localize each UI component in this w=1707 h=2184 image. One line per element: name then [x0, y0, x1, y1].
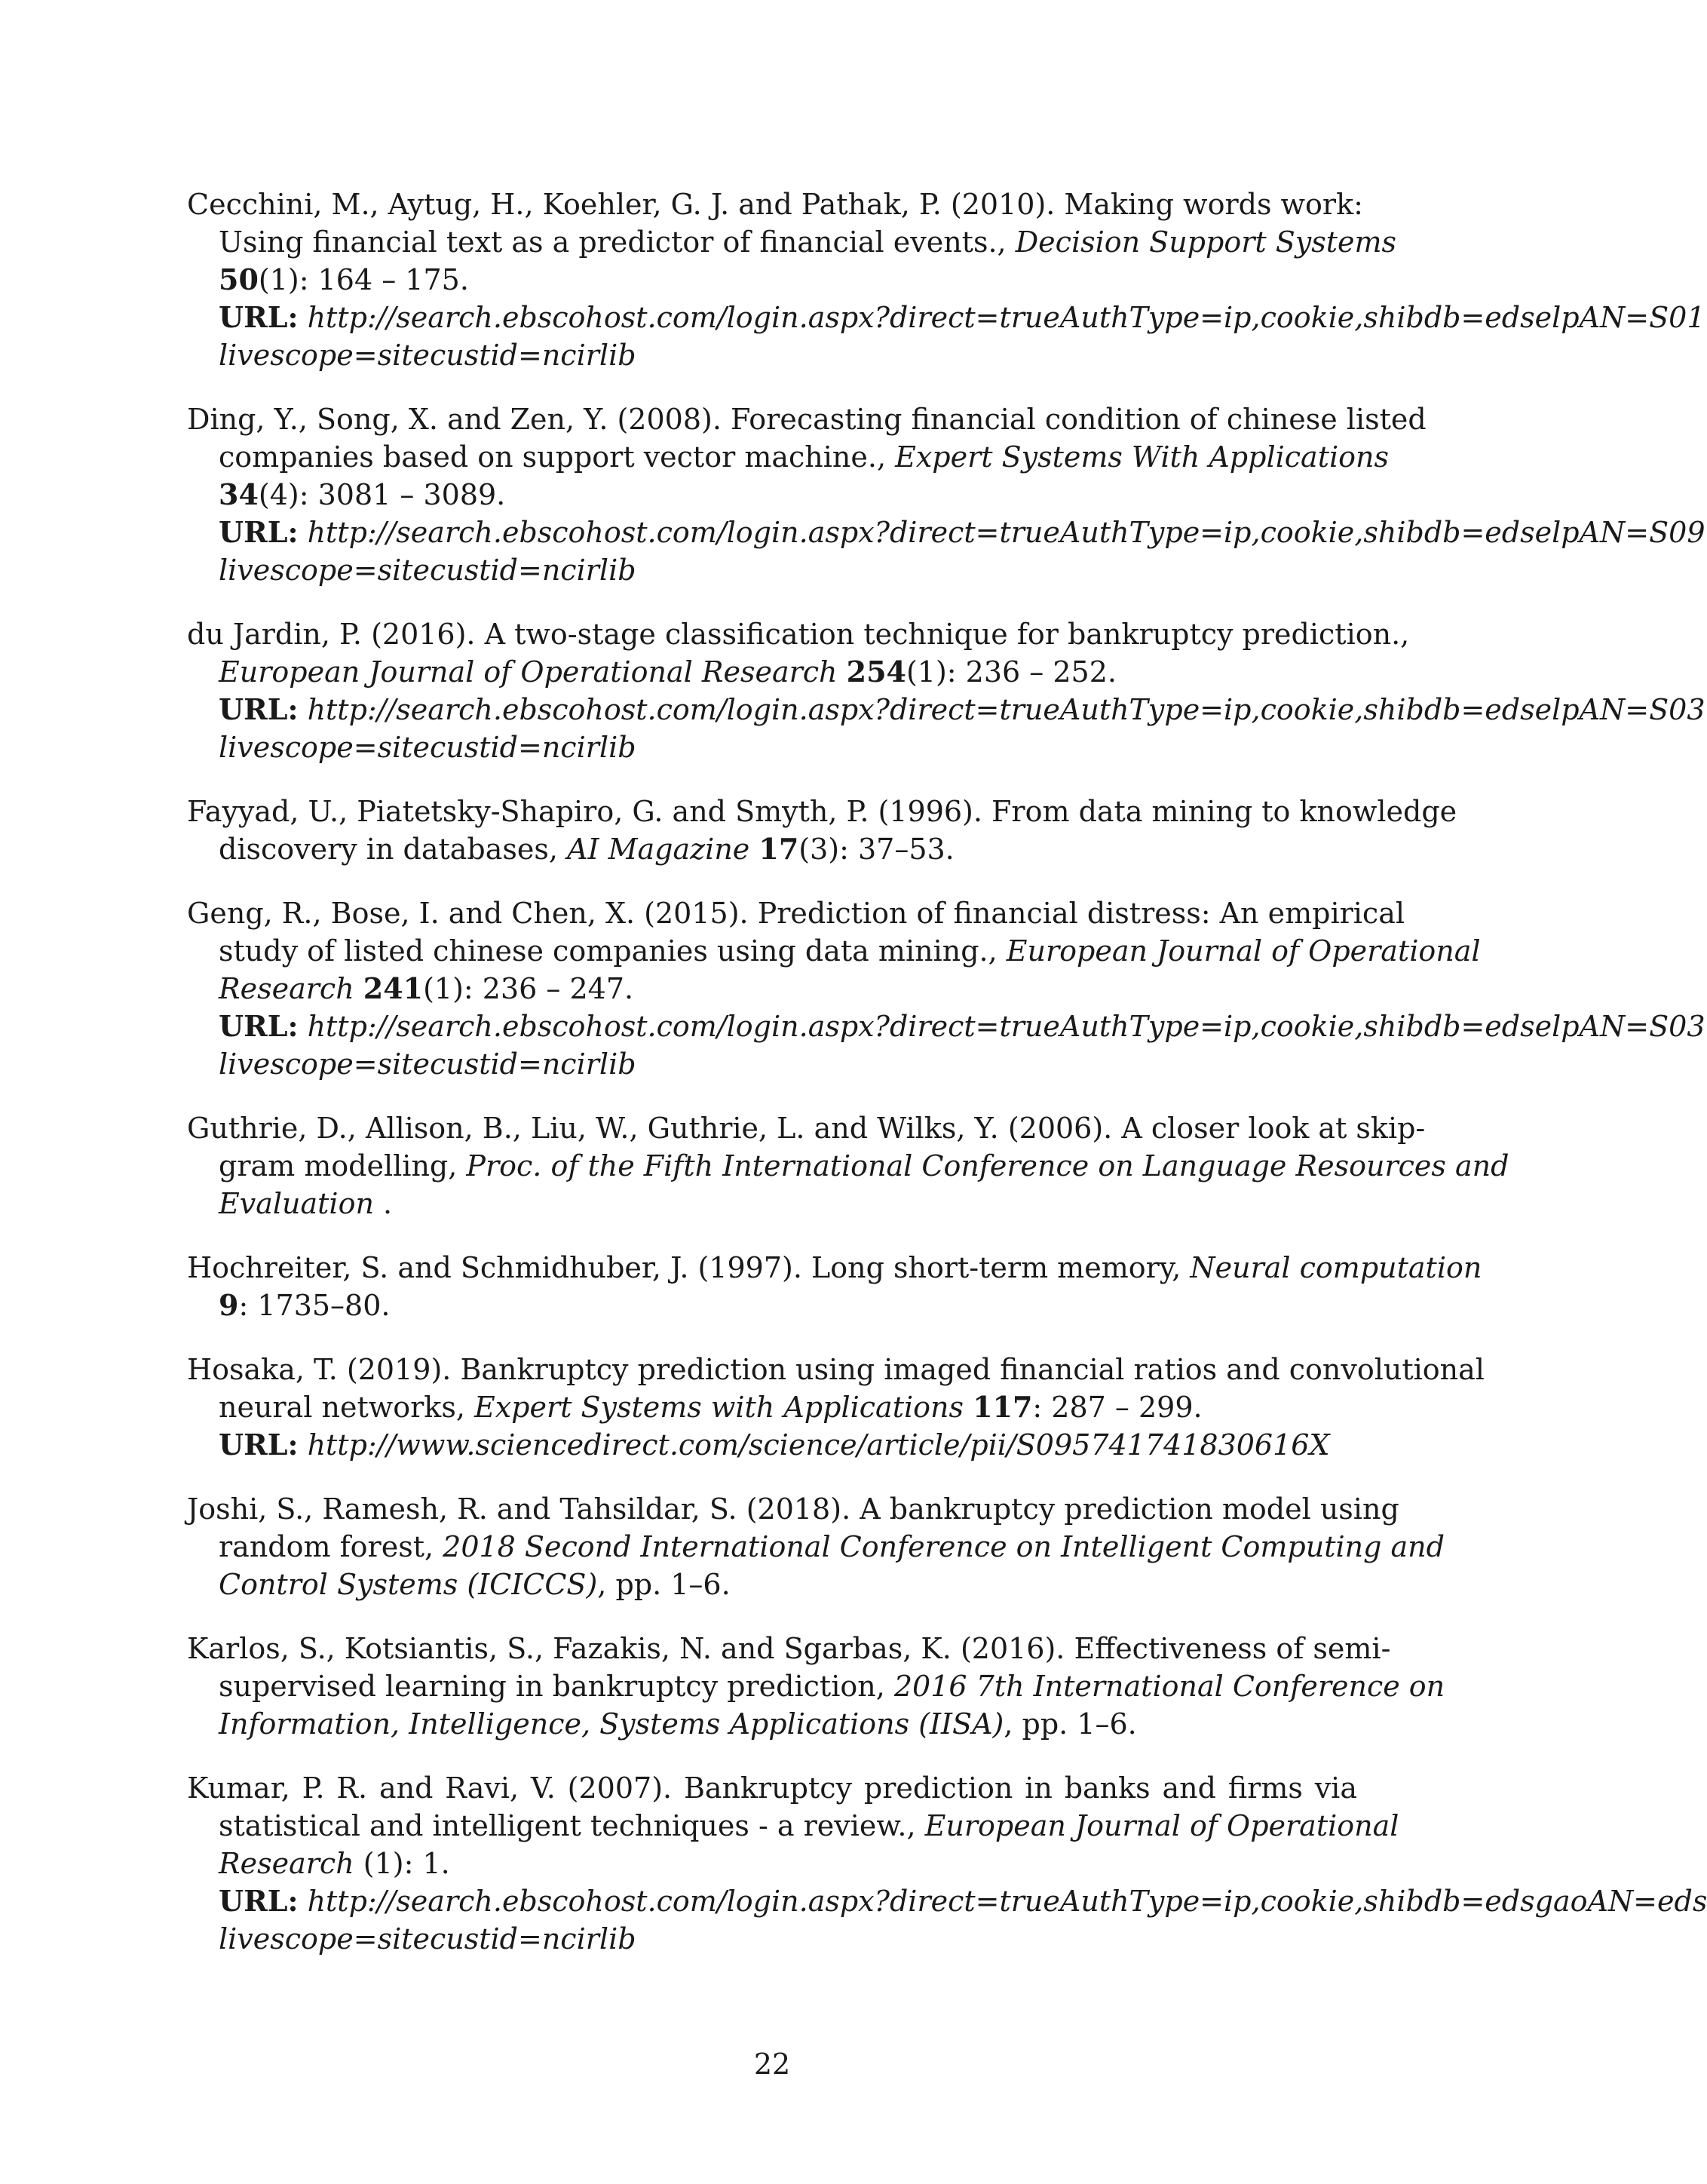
- reference-text: Expert Systems With Applications: [895, 440, 1389, 474]
- reference-line: [187, 1807, 1399, 1845]
- reference-text: 254: [846, 655, 906, 689]
- reference-line: [187, 932, 1481, 970]
- reference-url[interactable]: http://search.ebscohost.com/login.aspx?direct=trueAuthType=ip,cookie,shibdb=edselpAN=S01: [307, 301, 1705, 334]
- reference-line: [187, 476, 1357, 514]
- reference-line: [187, 1528, 1445, 1566]
- reference-text: supervised learning in bankruptcy prediction,: [219, 1670, 894, 1703]
- reference-text: 34: [219, 477, 259, 511]
- reference-line: [187, 1630, 1391, 1667]
- reference-line: [187, 1185, 1357, 1222]
- reference-entry: [187, 894, 1705, 1083]
- reference-line: [187, 615, 1410, 653]
- reference-entry: [187, 1630, 1544, 1743]
- reference-line: [187, 1249, 1482, 1287]
- reference-line: [187, 1920, 1544, 1958]
- reference-text: livescope=sitecustid=ncirlib: [219, 1922, 636, 1955]
- reference-text: (1): 236 – 252.: [906, 655, 1117, 689]
- reference-text: livescope=sitecustid=ncirlib: [219, 1048, 636, 1081]
- reference-text: Joshi, S., Ramesh, R. and Tahsildar, S. (2018). A bankruptcy prediction model using: [187, 1492, 1399, 1526]
- reference-text: livescope=sitecustid=ncirlib: [219, 554, 636, 587]
- reference-line: [187, 400, 1427, 438]
- reference-text: (1): 1.: [354, 1847, 450, 1880]
- reference-text: European Journal of Operational: [924, 1809, 1399, 1842]
- reference-line: [187, 1845, 1357, 1882]
- reference-line: [187, 1351, 1485, 1388]
- reference-text: [838, 655, 847, 689]
- reference-text: [298, 1428, 307, 1462]
- reference-entry: [187, 1109, 1544, 1222]
- reference-line: [187, 1490, 1399, 1528]
- reference-text: (3): 37–53.: [798, 833, 955, 866]
- reference-url[interactable]: http://search.ebscohost.com/login.aspx?direct=trueAuthType=ip,cookie,shibdb=edsgaoAN=eds: [307, 1885, 1707, 1918]
- reference-text: Control Systems (ICICCS): [219, 1568, 598, 1601]
- reference-line: [187, 1388, 1357, 1426]
- reference-text: URL:: [219, 1884, 299, 1918]
- reference-text: : 1735–80.: [238, 1289, 391, 1322]
- reference-text: , pp. 1–6.: [597, 1568, 731, 1601]
- reference-line: [187, 261, 1357, 299]
- reference-text: random forest,: [219, 1530, 443, 1563]
- reference-entry: [187, 186, 1705, 374]
- reference-text: du Jardin, P. (2016). A two-stage classification technique for bankruptcy prediction.,: [187, 618, 1410, 651]
- reference-line: [187, 223, 1397, 261]
- reference-line: [187, 186, 1363, 223]
- reference-text: AI Magazine: [567, 833, 750, 866]
- reference-text: Expert Systems with Applications: [473, 1391, 964, 1424]
- reference-text: Fayyad, U., Piatetsky-Shapiro, G. and Smyth, P. (1996). From data mining to knowledge: [187, 795, 1457, 828]
- reference-text: [298, 1885, 307, 1918]
- reference-url-line: [187, 1882, 1707, 1920]
- reference-text: European Journal of Operational: [1006, 934, 1481, 968]
- reference-line: [187, 1147, 1509, 1185]
- reference-url[interactable]: http://search.ebscohost.com/login.aspx?direct=trueAuthType=ip,cookie,shibdb=edselpAN=S09: [307, 516, 1705, 549]
- reference-text: URL:: [219, 1428, 299, 1462]
- reference-text: [298, 516, 307, 549]
- reference-url[interactable]: http://www.sciencedirect.com/science/article/pii/S095741741830616X: [307, 1428, 1330, 1462]
- reference-text: Neural computation: [1190, 1251, 1482, 1284]
- reference-text: (1): 164 – 175.: [258, 263, 469, 296]
- reference-text: companies based on support vector machine.,: [219, 440, 896, 474]
- reference-text: Guthrie, D., Allison, B., Liu, W., Guthrie, L. and Wilks, Y. (2006). A closer look at skip-: [187, 1112, 1426, 1145]
- reference-text: Cecchini, M., Aytug, H., Koehler, G. J. and Pathak, P. (2010). Making words work:: [187, 188, 1363, 221]
- reference-entry: [187, 615, 1705, 766]
- reference-text: Hosaka, T. (2019). Bankruptcy prediction using imaged financial ratios and convolutional: [187, 1353, 1485, 1386]
- reference-text: , pp. 1–6.: [1004, 1707, 1137, 1741]
- reference-text: discovery in databases,: [219, 833, 568, 866]
- reference-text: (1): 236 – 247.: [423, 972, 634, 1005]
- reference-line: [187, 1287, 1357, 1324]
- reference-text: 2018 Second International Conference on Intelligent Computing and: [443, 1530, 1445, 1563]
- reference-text: [298, 693, 307, 726]
- reference-text: gram modelling,: [219, 1149, 467, 1182]
- reference-line: [187, 1769, 1357, 1807]
- reference-text: Kumar, P. R. and Ravi, V. (2007). Bankruptcy prediction in banks and firms via: [187, 1771, 1357, 1805]
- reference-text: Information, Intelligence, Systems Applications (IISA): [219, 1707, 1004, 1741]
- reference-entry: [187, 1249, 1544, 1324]
- reference-text: .: [373, 1187, 393, 1220]
- reference-text: neural networks,: [219, 1391, 474, 1424]
- reference-text: URL:: [219, 300, 299, 334]
- reference-text: study of listed chinese companies using data mining.,: [219, 934, 1007, 968]
- reference-text: Evaluation: [219, 1187, 374, 1220]
- reference-entry: [187, 1351, 1544, 1464]
- reference-text: 241: [363, 971, 424, 1005]
- reference-text: Research: [219, 1847, 354, 1880]
- reference-text: [964, 1391, 973, 1424]
- reference-line: [187, 1109, 1426, 1147]
- reference-text: Using financial text as a predictor of financial events.,: [219, 225, 1016, 259]
- reference-text: Decision Support Systems: [1015, 225, 1397, 259]
- reference-line: [187, 653, 1357, 691]
- reference-line: [187, 1705, 1357, 1743]
- reference-text: livescope=sitecustid=ncirlib: [219, 731, 636, 764]
- reference-url[interactable]: http://search.ebscohost.com/login.aspx?direct=trueAuthType=ip,cookie,shibdb=edselpAN=S03: [307, 1010, 1705, 1043]
- reference-text: 117: [973, 1390, 1033, 1424]
- reference-text: 2016 7th International Conference on: [893, 1670, 1445, 1703]
- reference-text: Geng, R., Bose, I. and Chen, X. (2015). Prediction of financial distress: An empirical: [187, 897, 1405, 930]
- reference-text: statistical and intelligent techniques - a review.,: [219, 1809, 925, 1842]
- reference-text: Research: [219, 972, 354, 1005]
- reference-line: [187, 729, 1544, 766]
- reference-line: [187, 793, 1457, 830]
- reference-line: [187, 1045, 1544, 1083]
- reference-line: [187, 1566, 1357, 1603]
- reference-text: : 287 – 299.: [1032, 1391, 1203, 1424]
- reference-entry: [187, 1490, 1544, 1603]
- reference-text: Proc. of the Fifth International Conference on Language Resources and: [466, 1149, 1509, 1182]
- reference-line: [187, 830, 1357, 868]
- reference-text: Hochreiter, S. and Schmidhuber, J. (1997). Long short-term memory,: [187, 1251, 1191, 1284]
- reference-url[interactable]: http://search.ebscohost.com/login.aspx?direct=trueAuthType=ip,cookie,shibdb=edselpAN=S03: [307, 693, 1705, 726]
- reference-text: [354, 972, 363, 1005]
- reference-text: (4): 3081 – 3089.: [258, 478, 506, 511]
- reference-entry: [187, 1769, 1707, 1958]
- reference-list: [187, 186, 1707, 1984]
- reference-url-line: [187, 1426, 1544, 1464]
- reference-line: [187, 336, 1544, 374]
- reference-url-line: [187, 691, 1705, 729]
- reference-text: Karlos, S., Kotsiantis, S., Fazakis, N. and Sgarbas, K. (2016). Effectiveness of semi-: [187, 1632, 1391, 1665]
- reference-text: [749, 833, 758, 866]
- reference-entry: [187, 400, 1705, 589]
- reference-text: [298, 1010, 307, 1043]
- reference-line: [187, 551, 1544, 589]
- reference-text: [298, 301, 307, 334]
- reference-text: 17: [758, 832, 799, 866]
- reference-text: livescope=sitecustid=ncirlib: [219, 339, 636, 372]
- reference-url-line: [187, 1008, 1705, 1045]
- reference-text: URL:: [219, 515, 299, 549]
- reference-text: URL:: [219, 692, 299, 726]
- reference-text: European Journal of Operational Research: [219, 655, 838, 689]
- reference-text: URL:: [219, 1009, 299, 1043]
- reference-line: [187, 970, 1357, 1008]
- reference-url-line: [187, 299, 1705, 336]
- reference-line: [187, 894, 1405, 932]
- page-number: 22: [753, 2048, 791, 2081]
- reference-line: [187, 438, 1389, 476]
- reference-entry: [187, 793, 1544, 868]
- reference-url-line: [187, 514, 1705, 551]
- reference-text: Ding, Y., Song, X. and Zen, Y. (2008). Forecasting financial condition of chinese listed: [187, 403, 1427, 436]
- reference-line: [187, 1667, 1445, 1705]
- reference-text: 50: [219, 262, 259, 296]
- reference-text: 9: [219, 1288, 239, 1322]
